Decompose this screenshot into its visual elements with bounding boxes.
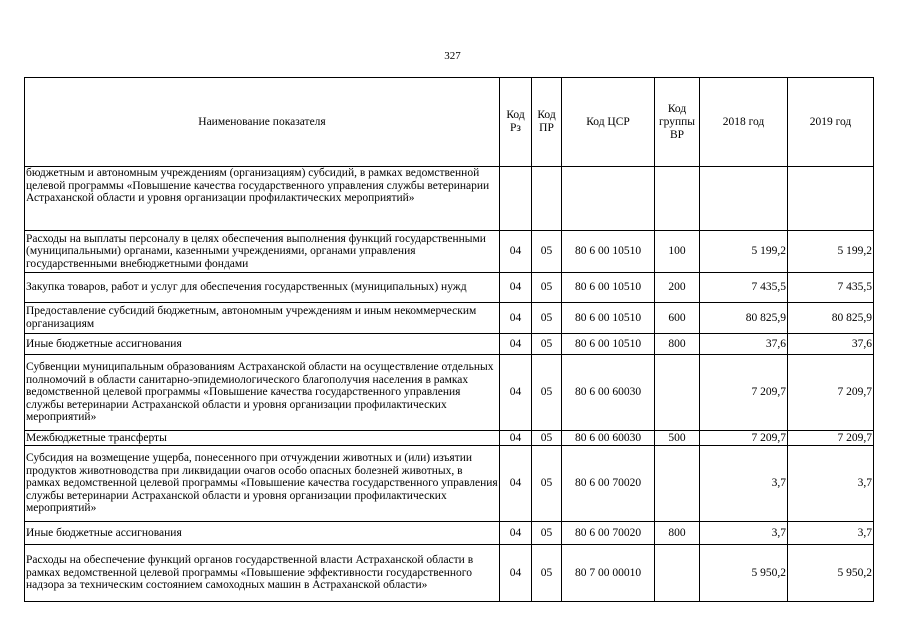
header-2018: 2018 год	[700, 78, 788, 167]
table-row	[25, 334, 874, 355]
row-vr	[655, 355, 700, 431]
row-vr: 200	[655, 273, 700, 303]
table-row	[25, 273, 874, 303]
row-2018: 3,7	[700, 522, 788, 545]
table-row	[25, 431, 874, 446]
row-2018: 7 209,7	[700, 431, 788, 446]
row-name: Расходы на выплаты персоналу в целях обеспечения выполнения функций государственными (муниципальными) органами, казенными учреждениями, органами управления государственными внебюджетными фондами	[25, 231, 500, 273]
table-row	[25, 522, 874, 545]
row-pr: 05	[532, 446, 562, 522]
row-rz: 04	[500, 431, 532, 446]
row-csr: 80 6 00 10510	[562, 334, 655, 355]
header-vr: Код группы ВР	[655, 78, 700, 167]
row-2019: 80 825,9	[788, 303, 874, 334]
row-name: Иные бюджетные ассигнования	[25, 522, 500, 545]
row-pr: 05	[532, 522, 562, 545]
row-name: Субвенции муниципальным образованиям Астраханской области на осуществление отдельных полномочий в области санитарно-эпидемиологического благополучия населения в рамках ведомственной целевой программы «Повышение качества государственного управления службы ветеринарии Астраханской области и уровня организации профилактических мероприятий»	[25, 355, 500, 431]
row-2019	[788, 167, 874, 231]
row-rz: 04	[500, 303, 532, 334]
table-row	[25, 231, 874, 273]
row-2018: 7 209,7	[700, 355, 788, 431]
row-2018: 3,7	[700, 446, 788, 522]
row-rz: 04	[500, 273, 532, 303]
row-name: Закупка товаров, работ и услуг для обеспечения государственных (муниципальных) нужд	[25, 273, 500, 303]
row-pr	[532, 167, 562, 231]
row-rz: 04	[500, 334, 532, 355]
table-row	[25, 355, 874, 431]
row-csr: 80 6 00 10510	[562, 231, 655, 273]
row-2019: 5 199,2	[788, 231, 874, 273]
row-name: Субсидия на возмещение ущерба, понесенного при отчуждении животных и (или) изъятии продуктов животноводства при ликвидации очагов особо опасных болезней животных, в рамках ведомственной целевой программы «Повышение качества государственного управления службы ветеринарии Астраханской области и уровня организации профилактических мероприятий»	[25, 446, 500, 522]
row-vr: 600	[655, 303, 700, 334]
row-2018	[700, 167, 788, 231]
row-csr: 80 7 00 00010	[562, 545, 655, 602]
budget-table	[24, 77, 874, 602]
row-rz	[500, 167, 532, 231]
row-csr: 80 6 00 70020	[562, 446, 655, 522]
row-csr: 80 6 00 70020	[562, 522, 655, 545]
row-2018: 5 199,2	[700, 231, 788, 273]
header-2019: 2019 год	[788, 78, 874, 167]
row-2019: 5 950,2	[788, 545, 874, 602]
row-pr: 05	[532, 303, 562, 334]
table-row	[25, 545, 874, 602]
header-csr: Код ЦСР	[562, 78, 655, 167]
row-vr: 100	[655, 231, 700, 273]
row-vr: 500	[655, 431, 700, 446]
row-name: Межбюджетные трансферты	[25, 431, 500, 446]
table-row	[25, 303, 874, 334]
header-pr: Код ПР	[532, 78, 562, 167]
page-number: 327	[444, 50, 461, 62]
row-2019: 7 435,5	[788, 273, 874, 303]
row-csr: 80 6 00 10510	[562, 273, 655, 303]
row-name: Расходы на обеспечение функций органов государственной власти Астраханской области в рамках ведомственной целевой программы «Повышение эффективности государственного надзора за техническим состоянием самоходных машин в Астраханской области»	[25, 545, 500, 602]
header-row	[25, 78, 874, 167]
row-2019: 3,7	[788, 446, 874, 522]
row-name: Иные бюджетные ассигнования	[25, 334, 500, 355]
row-rz: 04	[500, 446, 532, 522]
row-csr: 80 6 00 60030	[562, 431, 655, 446]
row-vr	[655, 446, 700, 522]
row-2019: 7 209,7	[788, 355, 874, 431]
row-pr: 05	[532, 231, 562, 273]
header-name: Наименование показателя	[25, 78, 500, 167]
row-csr: 80 6 00 60030	[562, 355, 655, 431]
row-vr: 800	[655, 522, 700, 545]
row-vr	[655, 545, 700, 602]
row-pr: 05	[532, 545, 562, 602]
row-2019: 37,6	[788, 334, 874, 355]
row-rz: 04	[500, 231, 532, 273]
row-rz: 04	[500, 545, 532, 602]
row-vr: 800	[655, 334, 700, 355]
header-rz: Код Рз	[500, 78, 532, 167]
row-rz: 04	[500, 355, 532, 431]
table-row	[25, 167, 874, 231]
row-csr: 80 6 00 10510	[562, 303, 655, 334]
row-2019: 3,7	[788, 522, 874, 545]
row-2018: 5 950,2	[700, 545, 788, 602]
table-row	[25, 446, 874, 522]
row-name: бюджетным и автономным учреждениям (организациям) субсидий, в рамках ведомственной целевой программы «Повышение качества государственного управления службы ветеринарии Астраханской области и уровня организации профилактических мероприятий»	[25, 167, 500, 231]
row-rz: 04	[500, 522, 532, 545]
row-vr	[655, 167, 700, 231]
row-csr	[562, 167, 655, 231]
row-2019: 7 209,7	[788, 431, 874, 446]
row-pr: 05	[532, 273, 562, 303]
row-2018: 80 825,9	[700, 303, 788, 334]
row-pr: 05	[532, 431, 562, 446]
row-2018: 7 435,5	[700, 273, 788, 303]
row-name: Предоставление субсидий бюджетным, автономным учреждениям и иным некоммерческим организациям	[25, 303, 500, 334]
row-pr: 05	[532, 355, 562, 431]
row-2018: 37,6	[700, 334, 788, 355]
row-pr: 05	[532, 334, 562, 355]
